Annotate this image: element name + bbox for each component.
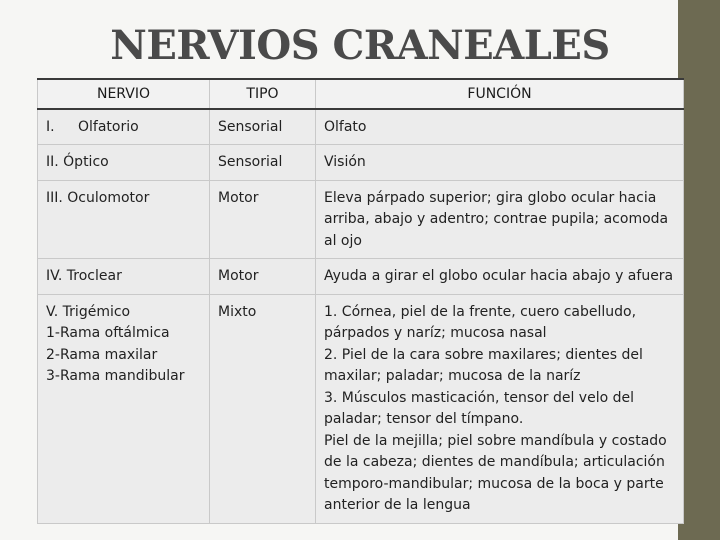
column-header-nervio: NERVIO	[38, 79, 210, 109]
cell-tipo: Sensorial	[210, 145, 316, 181]
decorative-side-band	[678, 0, 720, 540]
nerve-number: I.	[46, 118, 55, 135]
cell-nervio: V. Trigémico 1-Rama oftálmica 2-Rama maxilar 3-Rama mandibular	[38, 294, 210, 523]
cranial-nerves-table	[37, 78, 684, 524]
cell-tipo: Motor	[210, 180, 316, 259]
table-row	[38, 180, 684, 259]
table-row	[38, 109, 684, 145]
cell-nervio	[38, 109, 210, 145]
slide-title: NERVIOS CRANEALES	[110, 22, 610, 69]
cell-funcion: Eleva párpado superior; gira globo ocular hacia arriba, abajo y adentro; contrae pupila; acomoda al ojo	[316, 180, 684, 259]
column-header-tipo: TIPO	[210, 79, 316, 109]
table-row	[38, 145, 684, 181]
table-row	[38, 259, 684, 295]
table-header-row	[38, 79, 684, 109]
cell-tipo: Motor	[210, 259, 316, 295]
column-header-funcion: FUNCIÓN	[316, 79, 684, 109]
cell-funcion: Visión	[316, 145, 684, 181]
cell-tipo: Mixto	[210, 294, 316, 523]
table-row	[38, 294, 684, 523]
cell-funcion: 1. Córnea, piel de la frente, cuero cabelludo, párpados y naríz; mucosa nasal 2. Piel de la cara sobre maxilares; dientes del maxilar; paladar; mucosa de la naríz 3. Músculos masticación, tensor del velo del paladar; tensor del tímpano. Piel de la mejilla; piel sobre mandíbula y costado de la cabeza; dientes de mandíbula; articulación temporo-mandibular; mucosa de la boca y parte anterior de la lengua	[316, 294, 684, 523]
cell-nervio: IV. Troclear	[38, 259, 210, 295]
cell-nervio: III. Oculomotor	[38, 180, 210, 259]
cell-nervio: II. Óptico	[38, 145, 210, 181]
cell-funcion: Ayuda a girar el globo ocular hacia abajo y afuera	[316, 259, 684, 295]
cell-tipo: Sensorial	[210, 109, 316, 145]
nerve-name: Olfatorio	[78, 118, 139, 135]
cell-funcion: Olfato	[316, 109, 684, 145]
